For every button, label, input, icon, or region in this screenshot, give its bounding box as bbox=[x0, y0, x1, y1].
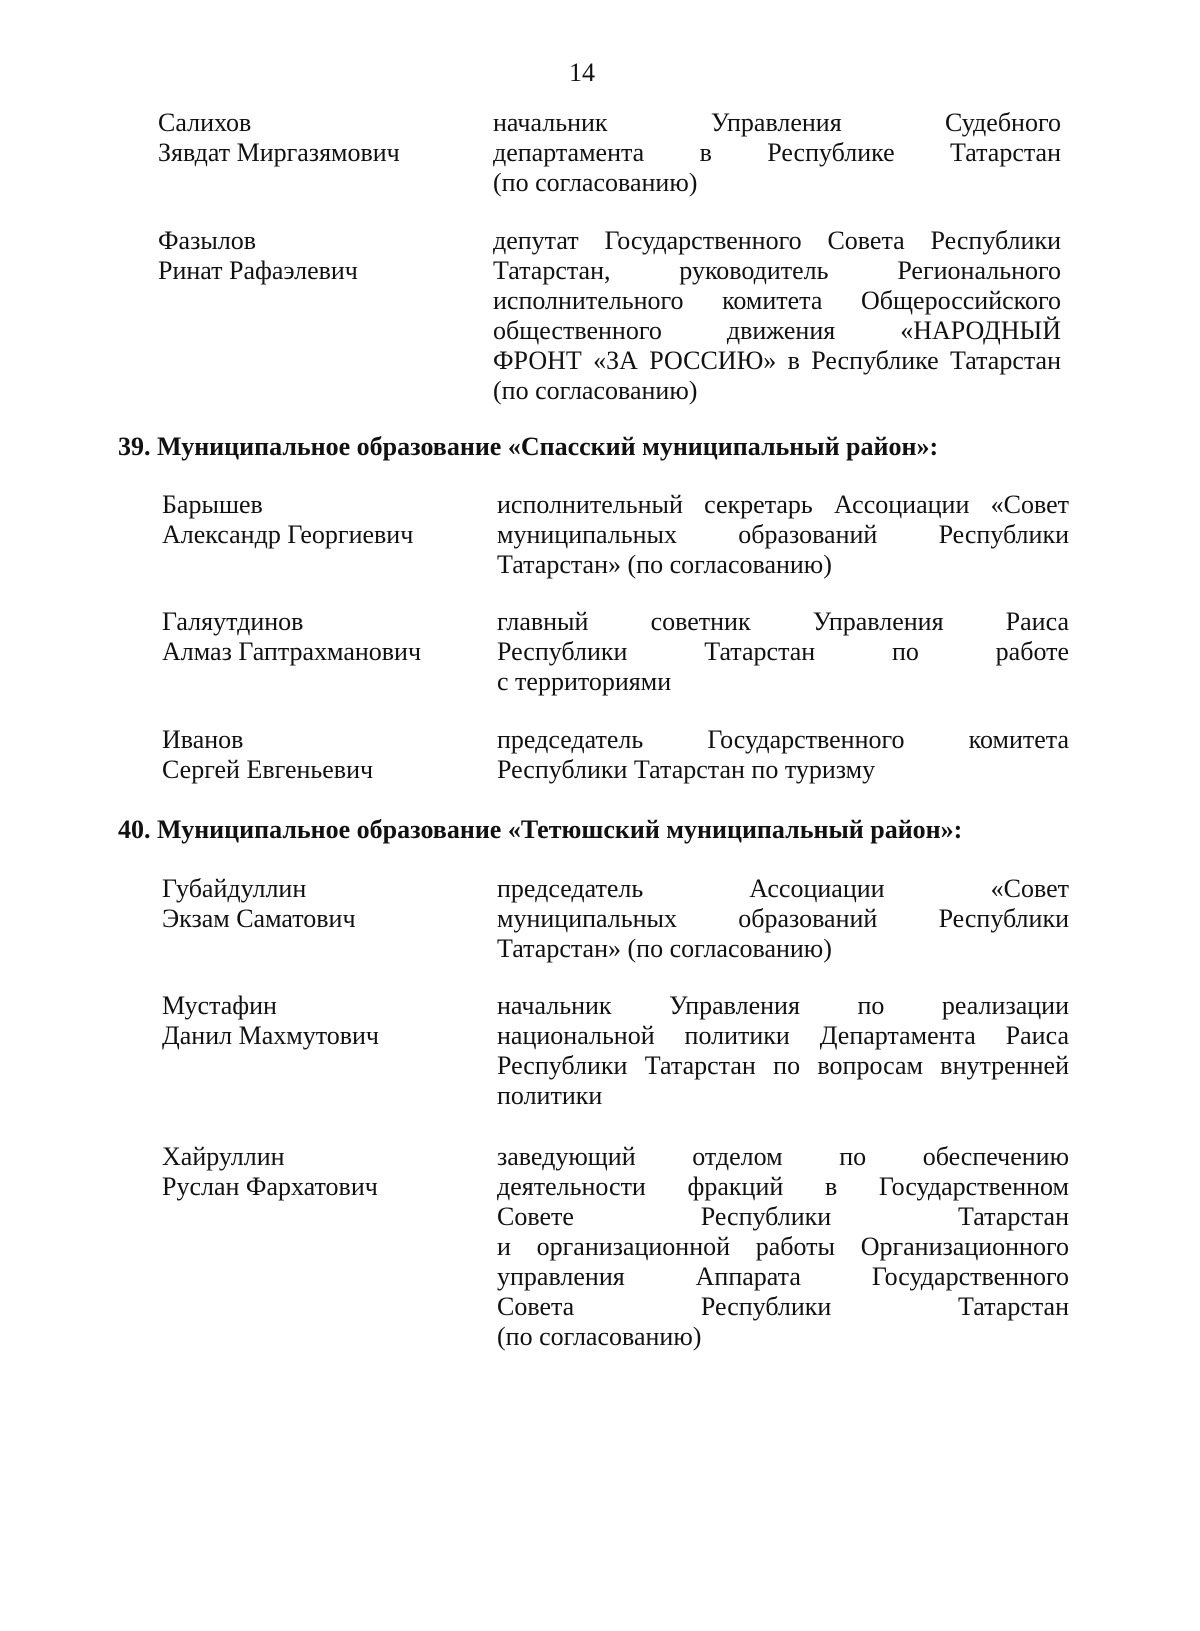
member-entry bbox=[162, 725, 1069, 785]
member-surname: Барышев bbox=[162, 490, 263, 519]
position-line: управления Аппарата Государственного bbox=[497, 1262, 1069, 1291]
position-line: Совета Республики Татарстан bbox=[497, 1292, 1069, 1321]
position-line: Татарстан» (по согласованию) bbox=[497, 934, 832, 963]
page-number: 14 bbox=[569, 58, 595, 87]
member-name bbox=[162, 991, 497, 1111]
member-position bbox=[493, 226, 1061, 406]
position-line: начальник Управления по реализации bbox=[497, 991, 1069, 1020]
member-position bbox=[497, 1142, 1069, 1352]
position-line: деятельности фракций в Государственном bbox=[497, 1172, 1069, 1201]
position-line: Республики Татарстан по работе bbox=[497, 637, 1069, 666]
member-surname: Хайруллин bbox=[162, 1142, 285, 1171]
position-line: исполнительный секретарь Ассоциации «Совет bbox=[497, 490, 1069, 519]
member-position bbox=[497, 607, 1069, 697]
position-line: муниципальных образований Республики bbox=[497, 520, 1069, 549]
member-name bbox=[158, 226, 493, 406]
position-line: заведующий отделом по обеспечению bbox=[497, 1142, 1069, 1171]
position-line: главный советник Управления Раиса bbox=[497, 607, 1069, 636]
position-line: начальник Управления Судебного bbox=[493, 108, 1061, 137]
member-position bbox=[497, 874, 1069, 964]
member-name bbox=[162, 607, 497, 697]
position-line: (по согласованию) bbox=[493, 168, 698, 197]
section-heading-40: 40. Муниципальное образование «Тетюшский муниципальный район»: bbox=[118, 815, 963, 844]
position-line: Татарстан, руководитель Регионального bbox=[493, 256, 1061, 285]
member-surname: Иванов bbox=[162, 725, 244, 754]
member-position bbox=[497, 725, 1069, 785]
member-entry bbox=[158, 108, 1061, 198]
member-name bbox=[158, 108, 493, 198]
member-position bbox=[497, 991, 1069, 1111]
member-entry bbox=[158, 226, 1061, 406]
member-surname: Фазылов bbox=[158, 226, 257, 255]
position-line: политики bbox=[497, 1081, 603, 1110]
member-name bbox=[162, 490, 497, 580]
member-name bbox=[162, 1142, 497, 1352]
member-given-names: Алмаз Гаптрахманович bbox=[162, 637, 422, 666]
position-line: общественного движения «НАРОДНЫЙ bbox=[493, 316, 1061, 345]
member-name bbox=[162, 874, 497, 964]
member-given-names: Экзам Саматович bbox=[162, 904, 356, 933]
member-position bbox=[497, 490, 1069, 580]
member-surname: Салихов bbox=[158, 108, 252, 137]
member-surname: Галяутдинов bbox=[162, 607, 304, 636]
member-surname: Мустафин bbox=[162, 991, 277, 1020]
member-entry bbox=[162, 490, 1069, 580]
position-line: (по согласованию) bbox=[497, 1322, 702, 1351]
member-entry bbox=[162, 874, 1069, 964]
position-line: Республики Татарстан по вопросам внутренней bbox=[497, 1051, 1069, 1080]
member-entry bbox=[162, 991, 1069, 1111]
section-heading-39: 39. Муниципальное образование «Спасский муниципальный район»: bbox=[118, 432, 939, 461]
position-line: Совете Республики Татарстан bbox=[497, 1202, 1069, 1231]
position-line: муниципальных образований Республики bbox=[497, 904, 1069, 933]
position-line: председатель Государственного комитета bbox=[497, 725, 1069, 754]
position-line: исполнительного комитета Общероссийского bbox=[493, 286, 1061, 315]
position-line: Республики Татарстан по туризму bbox=[497, 755, 876, 784]
member-given-names: Данил Махмутович bbox=[162, 1021, 379, 1050]
position-line: департамента в Республике Татарстан bbox=[493, 138, 1061, 167]
member-given-names: Руслан Фархатович bbox=[162, 1172, 378, 1201]
member-given-names: Александр Георгиевич bbox=[162, 520, 414, 549]
member-given-names: Сергей Евгеньевич bbox=[162, 755, 374, 784]
position-line: национальной политики Департамента Раиса bbox=[497, 1021, 1069, 1050]
position-line: председатель Ассоциации «Совет bbox=[497, 874, 1069, 903]
position-line: и организационной работы Организационного bbox=[497, 1232, 1069, 1261]
member-entry bbox=[162, 1142, 1069, 1352]
member-position bbox=[493, 108, 1061, 198]
position-line: депутат Государственного Совета Республики bbox=[493, 226, 1061, 255]
member-entry bbox=[162, 607, 1069, 697]
member-surname: Губайдуллин bbox=[162, 874, 307, 903]
member-given-names: Зявдат Миргазямович bbox=[158, 138, 400, 167]
position-line: ФРОНТ «ЗА РОССИЮ» в Республике Татарстан bbox=[493, 346, 1061, 375]
position-line: с территориями bbox=[497, 667, 672, 696]
member-given-names: Ринат Рафаэлевич bbox=[158, 256, 358, 285]
member-name bbox=[162, 725, 497, 785]
position-line: Татарстан» (по согласованию) bbox=[497, 550, 832, 579]
position-line: (по согласованию) bbox=[493, 376, 698, 405]
